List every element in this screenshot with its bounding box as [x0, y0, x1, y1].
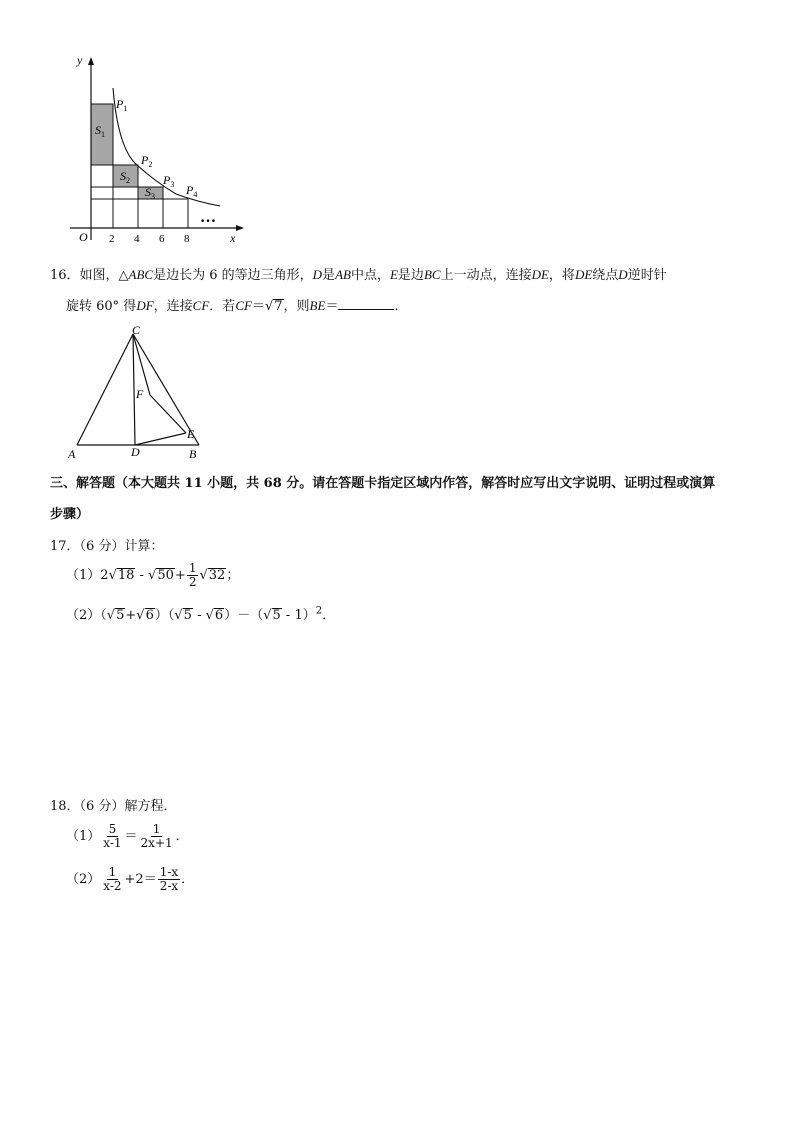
- fraction: $\frac{1}{x-2}$: [103, 865, 122, 893]
- q16-line1: [50, 264, 667, 283]
- y-axis-arrow: [88, 57, 94, 65]
- exponent: 2: [315, 605, 323, 617]
- q18-part1: [66, 823, 189, 850]
- q16-text: ．: [394, 299, 408, 314]
- q16-text: 是边长为 6 的等边三角形，: [153, 268, 313, 283]
- q16-var: BE: [309, 298, 326, 313]
- x-axis-arrow: [236, 225, 244, 231]
- point-e-label: E: [187, 427, 195, 441]
- q16-var: CF: [235, 298, 252, 313]
- vertex-b-label: B: [189, 447, 197, 461]
- paren: ）（: [154, 608, 175, 623]
- segment-cf: [133, 334, 150, 395]
- section3-heading-line2: 步骤）: [50, 507, 90, 522]
- q16-var: AB: [335, 267, 351, 282]
- q17-part2: [66, 604, 335, 623]
- q17-title: 17．（6 分）计算：: [50, 539, 164, 554]
- point-p3-label: $P_3$: [163, 173, 175, 189]
- q16-text: 是: [322, 268, 336, 283]
- side-ac: [77, 334, 133, 445]
- area-s1-label: $S_1$: [95, 123, 105, 139]
- part-label: （2）: [66, 608, 101, 623]
- section3-heading-line1: 三、解答题（本大题共 11 小题，共 68 分。请在答题卡指定区域内作答，解答时应写出文字说明、证明过程或演算: [50, 476, 716, 491]
- operator: +: [125, 608, 137, 623]
- q16-var: E: [389, 267, 398, 282]
- q16-text: 是边: [397, 268, 424, 283]
- point-d-label: D: [131, 445, 140, 459]
- sqrt-5: √5: [263, 608, 281, 623]
- ellipsis: …: [200, 209, 216, 226]
- part-label: （2）: [66, 872, 101, 887]
- paren: - 1）: [281, 608, 316, 623]
- x-tick-8: 8: [184, 233, 190, 245]
- q16-var: BC: [423, 267, 441, 282]
- origin-label: O: [79, 230, 88, 244]
- operator: -: [192, 608, 206, 623]
- part-label: （1）: [66, 568, 101, 583]
- q16-var: DF: [136, 298, 154, 313]
- segment-de: [135, 433, 186, 445]
- segment-cd: [133, 334, 135, 445]
- x-tick-6: 6: [159, 233, 165, 245]
- vertex-c-label: C: [132, 323, 141, 337]
- q16-var: DE: [574, 267, 593, 282]
- point-f-label: F: [136, 387, 144, 401]
- punct: ；: [226, 568, 240, 583]
- q16-text: ，将: [548, 268, 575, 283]
- x-tick-2: 2: [109, 233, 115, 245]
- q16-text: 旋转 60° 得: [66, 299, 137, 314]
- inverse-function-graph: [60, 50, 250, 250]
- vertex-a-label: A: [68, 447, 76, 461]
- q16-text: 16．如图，△: [50, 268, 129, 283]
- punct: ．: [181, 872, 195, 887]
- operator: -: [135, 568, 149, 583]
- operator: +2＝: [124, 872, 157, 887]
- area-s3-label: $S_3$: [145, 185, 155, 201]
- q16-text: 绕点: [592, 268, 619, 283]
- q16-text: ＝: [325, 299, 339, 314]
- punct: ．: [322, 608, 336, 623]
- q16-text: 中点，: [350, 268, 390, 283]
- point-p4-label: $P_4$: [186, 183, 198, 199]
- q16-text: 逆时针: [627, 268, 667, 283]
- q18-title: 18．（6 分）解方程．: [50, 799, 177, 814]
- q16-text: ，连接: [153, 299, 193, 314]
- operator: +: [174, 568, 186, 583]
- area-s2-label: $S_2$: [120, 169, 130, 185]
- operator: ＝: [124, 829, 138, 844]
- q16-var: D: [312, 267, 323, 282]
- q16-var: CF: [192, 298, 210, 313]
- part-label: （1）: [66, 829, 101, 844]
- hyperbola-curve: [113, 88, 220, 206]
- sqrt-5: √5: [174, 608, 192, 623]
- point-p2-label: $P_2$: [141, 153, 153, 169]
- paren: （: [100, 608, 107, 623]
- fraction: $\frac{5}{x-1}$: [103, 822, 122, 850]
- sqrt-32: √32: [199, 568, 226, 583]
- x-tick-4: 4: [134, 233, 140, 245]
- q16-text: ＝: [251, 299, 265, 314]
- sqrt-6: √6: [136, 608, 154, 623]
- q16-var: DE: [531, 267, 549, 282]
- fraction: $\frac{1}{2x+1}$: [140, 822, 173, 850]
- point-p1-label: $P_1$: [116, 97, 128, 113]
- punct: ．: [175, 829, 189, 844]
- q16-var: ABC: [128, 267, 154, 282]
- triangle-figure: [62, 322, 212, 462]
- x-axis-label: x: [230, 231, 236, 245]
- y-axis-label: y: [77, 53, 83, 67]
- fraction-one-half: $\frac{1}{2}$: [188, 561, 197, 589]
- fraction: $\frac{1-x}{2-x}$: [159, 865, 179, 893]
- coef: 2: [100, 568, 109, 583]
- sqrt-7: √7: [264, 299, 283, 314]
- sqrt-50: √50: [148, 568, 174, 583]
- q18-part2: [66, 866, 194, 893]
- q17-part1: [66, 562, 239, 589]
- sqrt-6: √6: [205, 608, 224, 623]
- answer-blank[interactable]: [338, 297, 394, 310]
- q16-text: ，则: [283, 299, 310, 314]
- q16-line2: [66, 295, 407, 314]
- sqrt-18: √18: [108, 568, 135, 583]
- q16-var: D: [618, 267, 628, 282]
- q16-text: ．若: [209, 299, 236, 314]
- sqrt-5: √5: [106, 608, 125, 623]
- q16-text: 上一动点，连接: [440, 268, 532, 283]
- paren: ）－（: [224, 608, 264, 623]
